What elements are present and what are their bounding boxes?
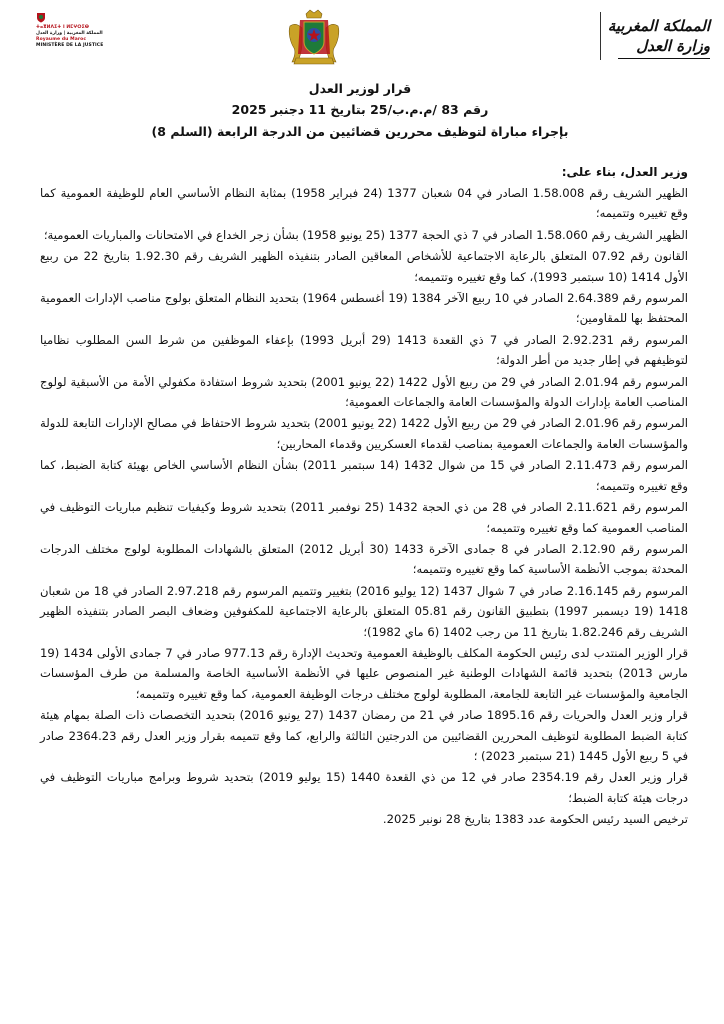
legal-basis-paragraph: المرسوم رقم 2.11.473 الصادر في 15 من شوال 1432 (14 سبتمبر 2011) بشأن النظام الأساسي الخاص بهيئة كتابة الضبط، كما وقع تغييره وتتميمه؛	[40, 458, 688, 493]
ministry-emblem-icon	[36, 12, 46, 23]
legal-basis-paragraph: قرار وزير العدل رقم 2354.19 صادر في 12 من ذي القعدة 1440 (15 يوليو 2019) بتحديد شروط وبرامج مباريات التوظيف في درجات هيئة كتابة الضبط؛	[40, 770, 689, 805]
legal-basis-paragraph: المرسوم رقم 2.01.94 الصادر في 29 من ربيع الأول 1422 (22 يونيو 2001) بتحديد شروط استفادة مكفولي الأمة من الأسبقية لولوج المناصب العامة بإدارات الدولة والمؤسسات العامة والجماعات العمومية؛	[40, 374, 688, 410]
legal-basis-paragraph: الظهير الشريف رقم 1.58.008 الصادر في 04 شعبان 1377 (24 فبراير 1958) بمثابة النظام الأساسي العام للوظيفة العمومية كما وقع تغييره وتتميمه؛	[40, 186, 688, 221]
body-intro: وزير العدل، بناء على:	[561, 165, 688, 179]
decision-body	[40, 163, 688, 831]
legal-basis-paragraph: الظهير الشريف رقم 1.58.060 الصادر في 7 ذي الحجة 1377 (25 يونيو 1958) بشأن زجر الخداع في الامتحانات والمباريات العمومية؛	[43, 227, 688, 242]
legal-basis-paragraph: المرسوم رقم 2.11.621 الصادر في 28 من ذي الحجة 1432 (25 نوفمبر 2011) بتحديد شروط وكيفيات تنظيم مباريات التوظيف في المناصب العمومية كما وقع تغييره وتتميمه؛	[40, 500, 688, 535]
header-divider	[600, 12, 601, 60]
decision-reference: رقم 83 /م.م.ب/25 بتاريخ 11 دجنبر 2025	[231, 102, 489, 117]
legal-basis-paragraph: المرسوم رقم 2.64.389 الصادر في 10 ربيع الآخر 1384 (19 أغسطس 1964) بتحديد النظام المتعلق بولوج مناصب الإدارات العمومية المحتفظ بها للمقاومين؛	[40, 291, 688, 326]
header-underline	[618, 58, 710, 59]
logo-line-arabic: المملكة المغربية | وزارة العدل	[36, 31, 103, 36]
ministry-logo	[36, 12, 126, 49]
legal-basis-paragraph: المرسوم رقم 2.92.231 الصادر في 7 ذي القعدة 1413 (29 أبريل 1993) بإعفاء الموظفين من شرط السن المطلوب نظاميا لتوظيفهم في إطار جديد من أطر الدولة؛	[40, 332, 688, 368]
legal-basis-paragraph: قرار وزير العدل والحريات رقم 1895.16 صادر في 21 من رمضان 1437 (27 يونيو 2016) بتحديد التخصصات ذات الصلة بمهام هيئة كتابة الضبط المطلوبة لتوظيف المحررين القضائيين من الدرجتين الثالثة والرابع، كما وقع تتميمه بقرار وزير العدل رقم 2364.23 صادر في 5 ربيع الأول 1445 (21 سبتمبر 2023) ؛	[40, 708, 688, 763]
legal-basis-paragraph: المرسوم رقم 2.16.145 صادر في 7 شوال 1437 (12 يوليو 2016) بتغيير وتتميم المرسوم رقم 2.97.218 الصادر في 18 من شعبان 1418 (19 ديسمبر 1997) بتطبيق القانون رقم 05.81 المتعلق بالرعاية الاجتماعية للمكفوفين وضعاف البصر الصادر بتنفيذه الظهير الشريف رقم 1.82.246 بتاريخ 11 من رجب 1402 (6 ماي 1982)؛	[40, 583, 689, 639]
ministry-name: وزارة العدل	[636, 37, 710, 55]
logo-line-amazigh: ⵜⴰⴳⵍⴷⵉⵜ ⵏ ⵍⵎⵖⵔⵉⴱ	[36, 25, 90, 30]
kingdom-name: المملكة المغربية	[607, 17, 710, 35]
legal-basis-paragraph: ترخيص السيد رئيس الحكومة عدد 1383 بتاريخ 28 نونبر 2025.	[382, 812, 688, 827]
logo-line-royaume: Royaume du Maroc	[36, 37, 87, 42]
decision-title: قرار لوزير العدل	[308, 81, 412, 96]
header-right	[600, 16, 710, 59]
legal-basis-paragraph: القانون رقم 07.92 المتعلق بالرعاية الاجتماعية للأشخاص المعاقين الصادر بتنفيذه الظهير الشريف رقم 1.92.30 بتاريخ 22 من ربيع الأول 1414 (10 سبتمبر 1993)، كما وقع تغييره وتتميمه؛	[40, 249, 688, 284]
decision-subject: بإجراء مباراة لتوظيف محررين قضائيين من الدرجة الرابعة (السلم 8)	[151, 124, 569, 139]
legal-basis-paragraph: المرسوم رقم 2.01.96 الصادر في 29 من ربيع الأول 1422 (22 يونيو 2001) بتحديد شروط الاحتفاظ في مصالح الإدارات التابعة للدولة والمؤسسات العامة والجماعات العمومية بمناصب لقدماء العسكريين وقدماء المحاربين؛	[40, 416, 688, 451]
legal-basis-paragraph: المرسوم رقم 2.12.90 الصادر في 8 جمادى الآخرة 1433 (30 أبريل 2012) المتعلق بالشهادات المطلوبة لولوج مختلف الدرجات المحدثة بموجب الأنظمة الأساسية كما وقع تغييره وتتميمه؛	[40, 541, 688, 577]
logo-line-ministere: MINISTÈRE DE LA JUSTICE	[36, 43, 104, 48]
royal-coat-of-arms-icon	[284, 8, 344, 70]
legal-basis-paragraph: قرار الوزير المنتدب لدى رئيس الحكومة المكلف بالوظيفة العمومية وتحديث الإدارة رقم 977.13 صادر في 7 جمادى الأولى 1434 (19 مارس 2013) بتحديد قائمة الشهادات الوطنية غير المنصوص عليها في الأنظمة الأساسية الخاصة والمسلمة من طرف المؤسسات الجامعية والمؤسسات غير التابعة للجامعة، المطلوبة لولوج مختلف درجات الوظيفة العمومية، كما وقع تغييره وتتميمه؛	[40, 645, 688, 701]
